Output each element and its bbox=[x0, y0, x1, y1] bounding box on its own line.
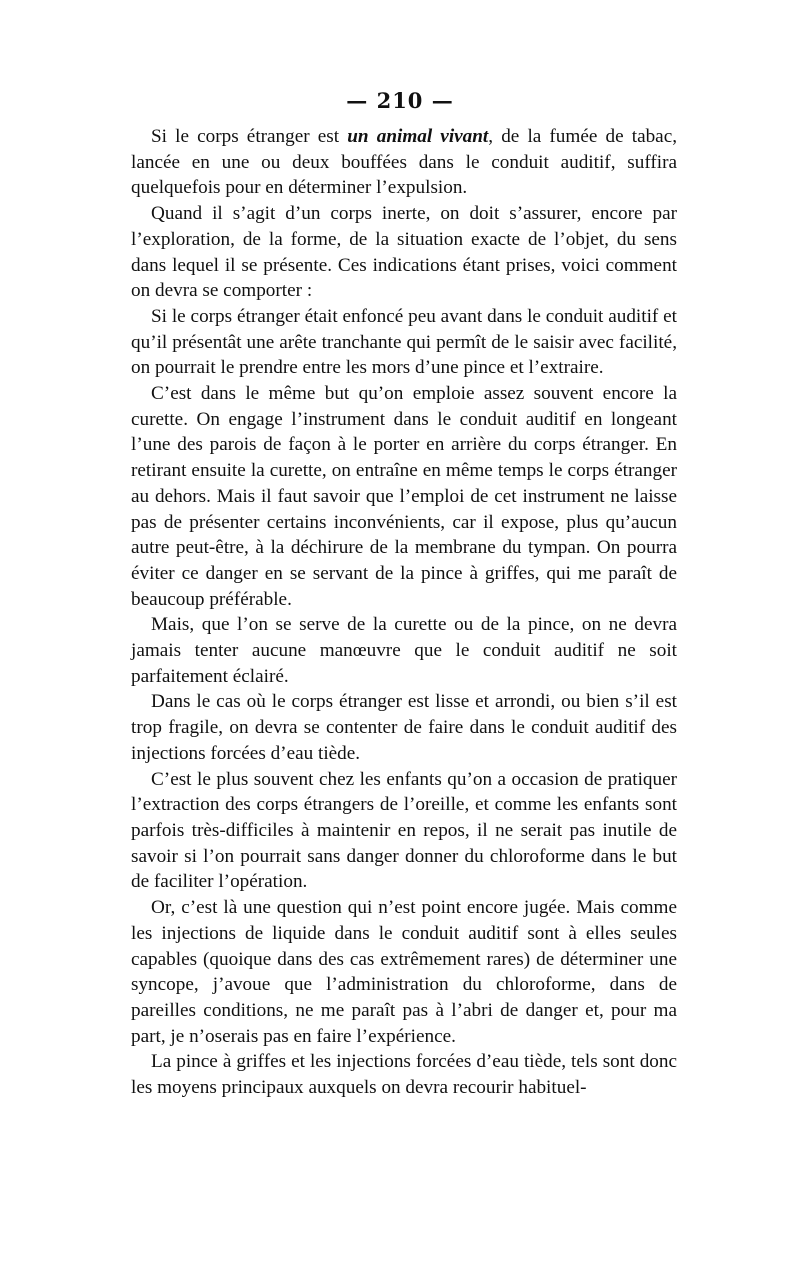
paragraph-4: C’est dans le même but qu’on emploie assez souvent encore la curette. On engage l’instrument dans le conduit auditif en longeant l’une des parois de façon à le porter en arrière du corps étranger. En retirant ensuite la curette, on entraîne en même temps le corps étranger au dehors. Mais il faut savoir que l’emploi de cet instrument ne laisse pas de présenter certains inconvénients, car il expose, plus qu’aucun autre peut-être, à la déchirure de la membrane du tympan. On pourra éviter ce danger en se servant de la pince à griffes, qui me paraît de beaucoup préférable. bbox=[131, 383, 677, 610]
paragraph-9: La pince à griffes et les injections forcées d’eau tiède, tels sont donc les moyens principaux auxquels on devra recourir habituel- bbox=[131, 1051, 677, 1099]
page-body bbox=[131, 124, 677, 1101]
emphasis-un-animal-vivant: un animal vivant bbox=[347, 126, 489, 147]
paragraph-1-after: , de la fumée de tabac, lancée en une ou deux bouffées dans le conduit auditif, suffira quelquefois pour en déterminer l’expulsion. bbox=[131, 126, 678, 199]
paragraph-7: C’est le plus souvent chez les enfants qu’on a occasion de pratiquer l’extraction des corps étrangers de l’oreille, et comme les enfants sont parfois très-difficiles à maintenir en repos, il ne serait pas inutile de savoir si l’on pourrait sans danger donner du chloroforme dans le but de faciliter l’opération. bbox=[131, 768, 677, 893]
paragraph-5: Mais, que l’on se serve de la curette ou de la pince, on ne devra jamais tenter aucune manœuvre que le conduit auditif ne soit parfaitement éclairé. bbox=[131, 614, 677, 687]
paragraph-8: Or, c’est là une question qui n’est point encore jugée. Mais comme les injections de liquide dans le conduit auditif sont à elles seules capables (quoique dans des cas extrêmement rares) de déterminer une syncope, j’avoue que l’administration du chloroforme, dans de pareilles conditions, ne me paraît pas à l’abri de danger et, pour ma part, je n’oserais pas en faire l’expérience. bbox=[131, 897, 677, 1047]
paragraph-6: Dans le cas où le corps étranger est lisse et arrondi, ou bien s’il est trop fragile, on devra se contenter de faire dans le conduit auditif des injections forcées d’eau tiède. bbox=[131, 691, 677, 764]
paragraph-2: Quand il s’agit d’un corps inerte, on doit s’assurer, encore par l’exploration, de la forme, de la situation exacte de l’objet, du sens dans lequel il se présente. Ces indications étant prises, voici comment on devra se comporter : bbox=[131, 203, 677, 302]
paragraph-1 bbox=[131, 124, 677, 201]
paragraph-1-before: Si le corps étranger est bbox=[151, 126, 348, 147]
paragraph-3: Si le corps étranger était enfoncé peu avant dans le conduit auditif et qu’il présentât une arête tranchante qui permît de le saisir avec facilité, on pourrait le prendre entre les mors d’une pince et l’extraire. bbox=[131, 305, 677, 379]
page-number: — 210 — bbox=[346, 88, 454, 113]
